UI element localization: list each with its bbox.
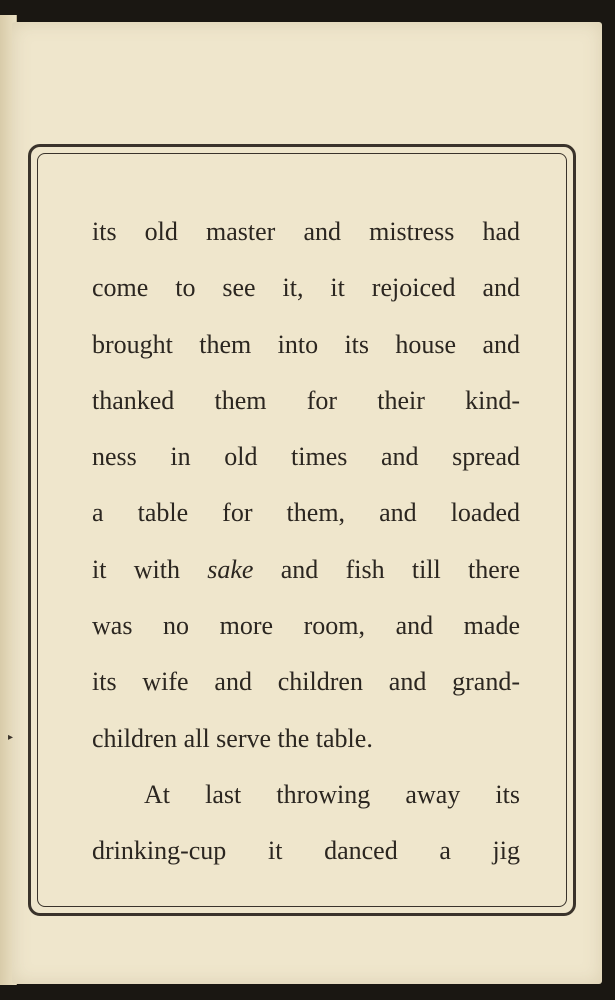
text-line: drinking-cup it danced a jig [92,836,520,866]
text-line: thanked them for their kind- [92,385,520,415]
text-line: its wife and children and grand- [92,667,520,697]
text-line: come to see it, it rejoiced and [92,273,520,303]
text-segment: it with [92,554,208,584]
paragraph-start-line: At last throwing away its [144,779,520,809]
text-line: ness in old times and spread [92,442,520,472]
binding-mark-icon: ▸ [8,732,14,743]
text-line-with-italic [92,542,520,598]
text-segment: and fish till there [253,554,520,584]
text-line: brought them into its house and [92,329,520,359]
text-line: its old master and mistress had [92,217,520,246]
text-line: was no more room, and made [92,611,520,641]
paragraph-end-line: children all serve the table. [92,723,373,753]
italic-word-sake: sake [207,554,254,584]
page-text [92,204,520,880]
text-line: a table for them, and loaded [92,498,520,528]
